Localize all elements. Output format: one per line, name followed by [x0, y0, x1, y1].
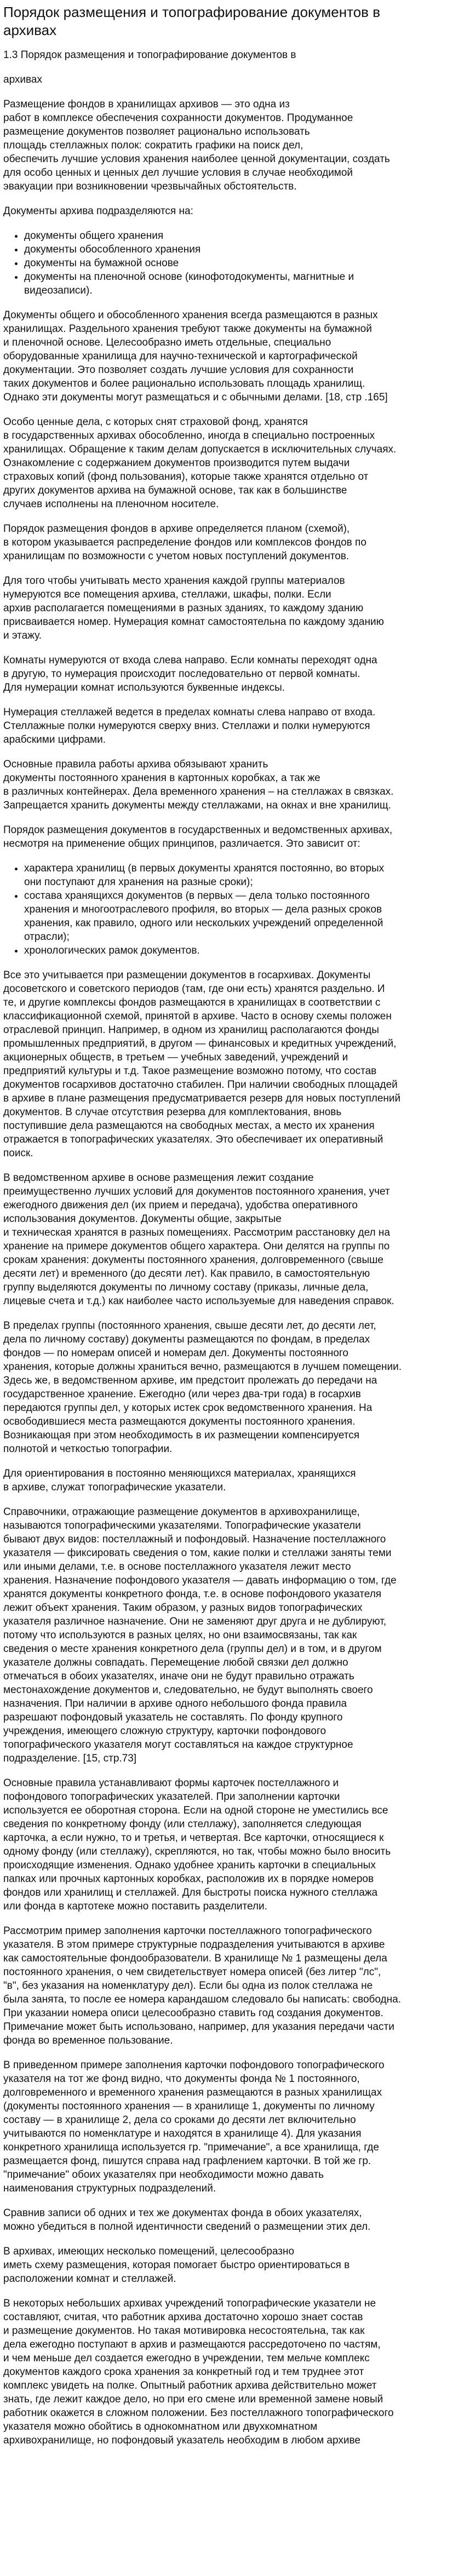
paragraph-topographic-indexes: Справочники, отражающие размещение документов в архивохранилище, называются топографическими указателями. Топографические указатели бывают двух видов: постеллажный и пофондовый. Назначение постеллажного указателя — фиксировать сведения о том, какие полки и стеллажи заняты теми или иными делами, т.е. в основе постеллажного указателя лежит место хранения. Назначение пофондового указателя — давать информацию о том, где хранятся документы конкретного фонда, т.е. в основе пофондового указателя лежит объект хранения. Таким образом, у разных видов топографических указателя различное назначение. Они не заменяют друг друга и не дублируют, потому что используются в разных целях, но они взаимосвязаны, так как сведения о месте хранения конкретного дела (группы дел) и в том, и в другом указателе должны совпадать. Перемещение любой связки дел должно отмечаться в обоих указателях, иначе они не будут правильно отражать местонахождение документов и, следовательно, не будут выполнять своего назначения. При наличии в архиве одного небольшого фонда правила разрешают пофондовый указатель не составлять. По фонду крупного учреждения, имеющего сложную структуру, карточки пофондового топографического указателя могут составляться на каждое структурное подразделение. [15, стр.73] [3, 1506, 397, 1764]
paragraph-numbering: Для того чтобы учитывать место хранения каждой группы материалов нумеруются все помещения архива, стеллажи, шкафы, полки. Если архив располагается помещениями в разных зданиях, то каждому зданию присваивается номер. Нумерация комнат самостоятельна по каждому зданию и этажу. [3, 575, 384, 641]
paragraph-placement-plan: Порядок размещения фондов в архиве определяется планом (схемой), в котором указывается распределение фондов или комплексов фондов по хранилищам по возможности с учетом новых поступлений документов. [3, 523, 366, 562]
paragraph-layout-scheme: В архивах, имеющих несколько помещений, целесообразно иметь схему размещения, которая помогает быстро ориентироваться в расположении комнат и стеллажей. [3, 2246, 350, 2285]
paragraph-small-archives: В некоторых небольших архивах учреждений топографические указатели не составляют, считая, что работник архива достаточно хорошо знает состав и размещение документов. Но такая мотивировка несостоятельна, так как дела ежегодно поступают в архив и размещаются рассредоточено по частям, и чем меньше дел создается ежегодно в учреждении, тем мельче комплекс документов каждого срока хранения за конкретный год и тем труднее этот комплекс увидеть на полке. Опытный работник архива действительно может знать, где лежит каждое дело, но при его смене или временной замене новый работник окажется в сложном положении. Без постеллажного топографического указателя можно обойтись в однокомнатном или двухкомнатном архивохранилище, но пофондовый указатель необходим в любом архиве [3, 2298, 394, 2446]
paragraph-orientation: Для ориентирования в постоянно меняющихся материалах, хранящихся в архиве, служат топографические указатели. [3, 1468, 356, 1493]
paragraph-racks: Нумерация стеллажей ведется в пределах комнаты слева направо от входа. Стеллажные полки нумеруются сверху вниз. Стеллажи и полки нумеруются арабскими цифрами. [3, 707, 376, 745]
paragraph-state-archives: Все это учитывается при размещении документов в госархивах. Документы досоветского и советского периодов (там, где они есть) хранятся раздельно. И те, и другие комплексы фондов размещаются в хранилищах в соответствии с классификационной схемой, принятой в архиве. Часто в основу схемы положен отраслевой принцип. Например, в одном из хранилищ располагаются фонды промышленных предприятий, в другом — финансовых и кредитных учреждений, акционерных обществ, в третьем — учебных заведений, учреждений и предприятий культуры и т.д. Такое размещение возможно потому, что состав документов госархивов достаточно стабилен. При наличии свободных площадей в архиве в плане размещения предусматривается резерв для новых поступлений документов. В случае отсутствия резерва для комплектования, вновь поступившие дела размещаются на свободных местах, а место их хранения отражается в топографических указателях. Это обеспечивает их оперативный поиск. [3, 969, 401, 1159]
paragraph-rack-index-example: Рассмотрим пример заполнения карточки постеллажного топографического указателя. В этом примере структурные подразделения учитываются в архиве как самостоятельные фондообразователи. В хранилище № 1 размещены дела постоянного хранения, о чем свидетельствует номера описей (без литер "лс", "в", без указания на номенклатуру дел). Если бы одна из полок стеллажа не была занята, то после ее номера карандашом следовало бы написать: свободна. При указании номера описи целесообразно ставить год создания документов. Примечание может быть использовано, например, для указания передачи части фонда во временное пользование. [3, 1925, 401, 2046]
list-item: • документы общего хранения [24, 229, 459, 243]
paragraph-factors-lead: Порядок размещения документов в государственных и ведомственных архивах, несмотря на применение общих принципов, различается. Это зависит от: [3, 824, 393, 850]
paragraph-fund-index-example: В приведенном примере заполнения карточки пофондового топографического указателя на тот же фонд видно, что документы фонда № 1 постоянного, долговременного и временного хранения размещаются в разных хранилищах (документы постоянного хранения — в хранилище 1, документы по личному составу — в хранилище 2, дела со сроками до десяти лет включительно учитываются по номенклатуре и находятся в хранилище 4). Для указания конкретного хранилища используется гр. "примечание", а все хранилища, где размещается фонд, пишутся справа над графлением карточки. В той же гр. "примечание" обоих указателях при необходимости можно давать наименования структурных подразделений. [3, 2059, 385, 2194]
section-heading-continuation: архивах [3, 74, 42, 85]
paragraph-intro: Размещение фондов в хранилищах архивов — это одна из работ в комплексе обеспечения сохранности документов. Продуманное размещение документов позволяет рационально использовать площадь стеллажных полок: сократить графики на поиск дел, обеспечить лучшие условия хранения наиболее ценной документации, создать для особо ценных и ценных дел лучшие условия в случае необходимой эвакуации при возникновении чрезвычайных обстоятельств. [3, 99, 390, 192]
list-item: • документы обособленного хранения [24, 243, 459, 256]
page-title: Порядок размещения и топографирование документов в архивах [3, 4, 381, 38]
bullet-list-document-types [3, 229, 459, 297]
bullet-list-factors [3, 862, 459, 957]
paragraph-separate-storage: Документы общего и обособленного хранения всегда размещаются в разных хранилищах. Раздельного хранения требуют также документы на бумажной и пленочной основе. Целесообразно иметь отдельные, специально оборудованные хранилища для научно-технической и картографической документации. Это позволяет создать лучшие условия для сохранности таких документов и более рационально использовать площадь хранилищ. Однако эти документы могут размещаться и с обычными делами. [18, стр .165] [3, 309, 388, 403]
section-heading: 1.3 Порядок размещения и топографирование документов в [3, 49, 296, 61]
paragraph-valuable-files: Особо ценные дела, с которых снят страховой фонд, хранятся в государственных архивах обособленно, иногда в специально построенных хранилищах. Обращение к таким делам допускается в исключительных случаях. Ознакомление с содержанием документов производится путем выдачи страховых копий (фонд пользования), которые также хранятся отдельно от других документов архива на бумажной основе, так как в большинстве случаев исполнены на пленочном носителе. [3, 416, 397, 510]
paragraph-index-cards: Основные правила устанавливают формы карточек постеллажного и пофондового топографических указателей. При заполнении карточки используется ее оборотная сторона. Если на одной стороне не уместились все сведения по конкретному фонду (или стеллажу), заполняется следующая карточка, а если нужно, то и третья, и четвертая. Все карточки, относящиеся к одному фонду (или стеллажу), скрепляются, но так, чтобы можно было вносить происходящие изменения. Однако удобнее хранить карточки в специальных папках или прочных картонных коробках, расположив их в порядке номеров фондов или хранилищ и стеллажей. Для быстроты поиска нужного стеллажа или фонда в картотеке можно поставить разделители. [3, 1777, 391, 1912]
list-item: • характера хранилищ (в первых документы хранятся постоянно, во вторых они поступают для хранения на разные сроки); [24, 862, 459, 889]
paragraph-storage-rules: Основные правила работы архива обязывают хранить документы постоянного хранения в картонных коробках, а так же в различных контейнерах. Дела временного хранения – на стеллажах в связках. Запрещается хранить документы между стеллажами, на окнах и вне хранилищ. [3, 759, 394, 811]
paragraph-comparison: Сравнив записи об одних и тех же документах фонда в обоих указателях, можно убедиться в полной идентичности сведений о размещении этих дел. [3, 2207, 371, 2233]
list-item: • хронологических рамок документов. [24, 944, 459, 957]
paragraph-departmental-archive: В ведомственном архиве в основе размещения лежит создание преимущественно лучших условий для документов постоянного хранения, учет ежегодного движения дел (их прием и передача), удобства оперативного использования документов. Документы общие, закрытые и техническая хранятся в разных помещениях. Рассмотрим расстановку дел на хранение на примере документов общего характера. Они делятся на группы по срокам хранения: документы постоянного хранения, долговременного (свыше десяти лет) и временного (до десяти лет). Как правило, в самостоятельную группу выделяются документы по личному составу (приказы, личные дела, лицевые счета и т.д.) как наиболее часто используемые для наведения справок. [3, 1172, 394, 1307]
list-item: • документы на пленочной основе (кинофотодокументы, магнитные и видеозаписи). [24, 270, 459, 297]
list-item: • документы на бумажной основе [24, 256, 459, 270]
paragraph-groups: В пределах группы (постоянного хранения, свыше десяти лет, до десяти лет, дела по личному составу) документы размещаются по фондам, в пределах фондов — по номерам описей и номерам дел. Документы постоянного хранения, которые должны храниться вечно, размещаются в лучшем помещении. Здесь же, в ведомственном архиве, им предстоит пролежать до передачи на государственное хранение. Ежегодно (или через два-три года) в госархив передаются группы дел, у которых истек срок ведомственного хранения. На освободившиеся места размещаются документы постоянного хранения. Возникающая при этом необходимость в их размещении компенсируется полнотой и четкостью топографии. [3, 1320, 402, 1455]
list-item: • состава хранящихся документов (в первых — дела только постоянного хранения и многоотраслевого профиля, во вторых — дела разных сроков хранения, как правило, одного или нескольких учреждений определенной отрасли); [24, 889, 459, 944]
paragraph-types-lead: Документы архива подразделяются на: [3, 205, 193, 217]
paragraph-rooms: Комнаты нумеруются от входа слева направо. Если комнаты переходят одна в другую, то нумерация происходит последовательно от первой комнаты. Для нумерации комнат используются буквенные индексы. [3, 655, 377, 693]
